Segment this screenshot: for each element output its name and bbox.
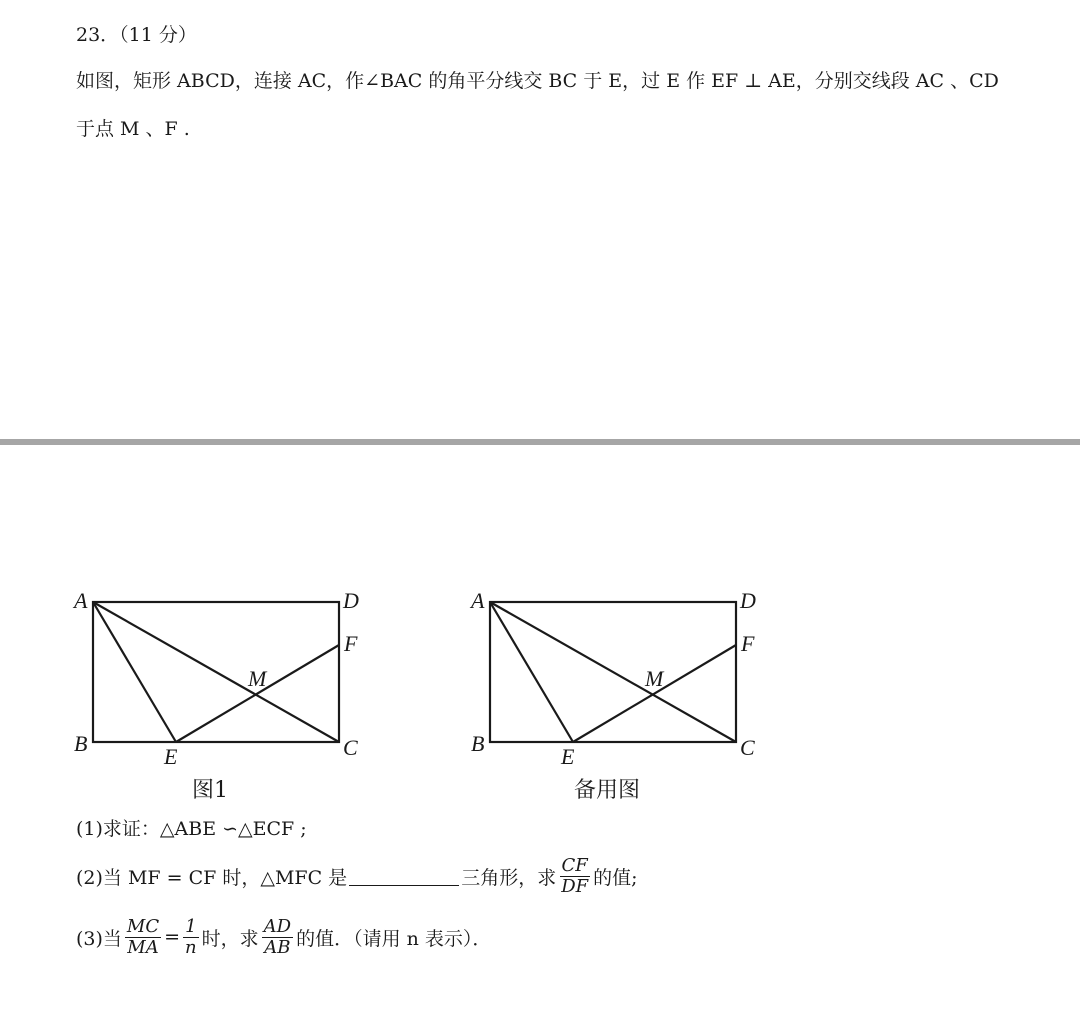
question-stem-line1: 如图，矩形 ABCD，连接 AC，作∠BAC 的角平分线交 BC 于 E，过 E 作 EF ⊥ AE，分别交线段 AC 、CD (76, 70, 999, 92)
fraction-numerator: 1 (185, 916, 197, 937)
fraction-denominator: AB (264, 936, 291, 958)
fraction-1-n (183, 917, 199, 958)
label-d: D (343, 588, 359, 613)
figure-1 (93, 602, 339, 742)
label-m: M (248, 666, 267, 691)
segment-ac-spare (490, 602, 736, 742)
fraction-numerator: AD (263, 916, 292, 937)
part-3 (76, 917, 491, 958)
part-2 (76, 856, 638, 897)
label-b-spare: B (471, 731, 485, 756)
segment-ac (93, 602, 339, 742)
part-3-text-before: (3)当 (76, 927, 122, 950)
equals-sign: = (164, 926, 181, 949)
figure-1-caption: 图1 (192, 778, 228, 803)
label-m-spare: M (645, 666, 664, 691)
part-1 (76, 814, 307, 841)
label-e: E (164, 744, 178, 769)
fraction-mc-ma (125, 917, 161, 958)
part-3-text-mid: 时，求 (201, 927, 259, 950)
fraction-denominator: DF (561, 875, 589, 897)
segment-ae-spare (490, 602, 573, 742)
part-2-text-end: 的值; (593, 866, 638, 889)
part-1-text: (1)求证：△ABE ∽△ECF ; (76, 818, 307, 840)
question-number: 23．（11 分） (76, 24, 197, 46)
fraction-denominator: MA (127, 936, 159, 958)
figure-2-caption: 备用图 (574, 778, 641, 803)
label-b: B (74, 731, 88, 756)
part-2-text-after: 三角形，求 (461, 866, 557, 889)
label-d-spare: D (740, 588, 756, 613)
label-f: F (344, 631, 358, 656)
part-2-text-before: (2)当 MF = CF 时，△MFC 是 (76, 866, 348, 889)
label-a-spare: A (471, 588, 485, 613)
label-c-spare: C (740, 735, 755, 760)
segment-ae (93, 602, 176, 742)
fraction-numerator: CF (561, 855, 588, 876)
question-stem-line2: 于点 M 、F . (76, 118, 190, 140)
answer-blank[interactable] (349, 867, 459, 886)
label-e-spare: E (561, 744, 575, 769)
fraction-cf-df (559, 856, 590, 897)
figure-2 (490, 602, 736, 742)
fraction-denominator: n (185, 936, 197, 958)
label-a: A (74, 588, 88, 613)
label-c: C (343, 735, 358, 760)
part-3-text-end: 的值．（请用 n 表示）． (296, 927, 492, 950)
fraction-ad-ab (262, 917, 293, 958)
fraction-numerator: MC (126, 916, 160, 937)
label-f-spare: F (741, 631, 755, 656)
